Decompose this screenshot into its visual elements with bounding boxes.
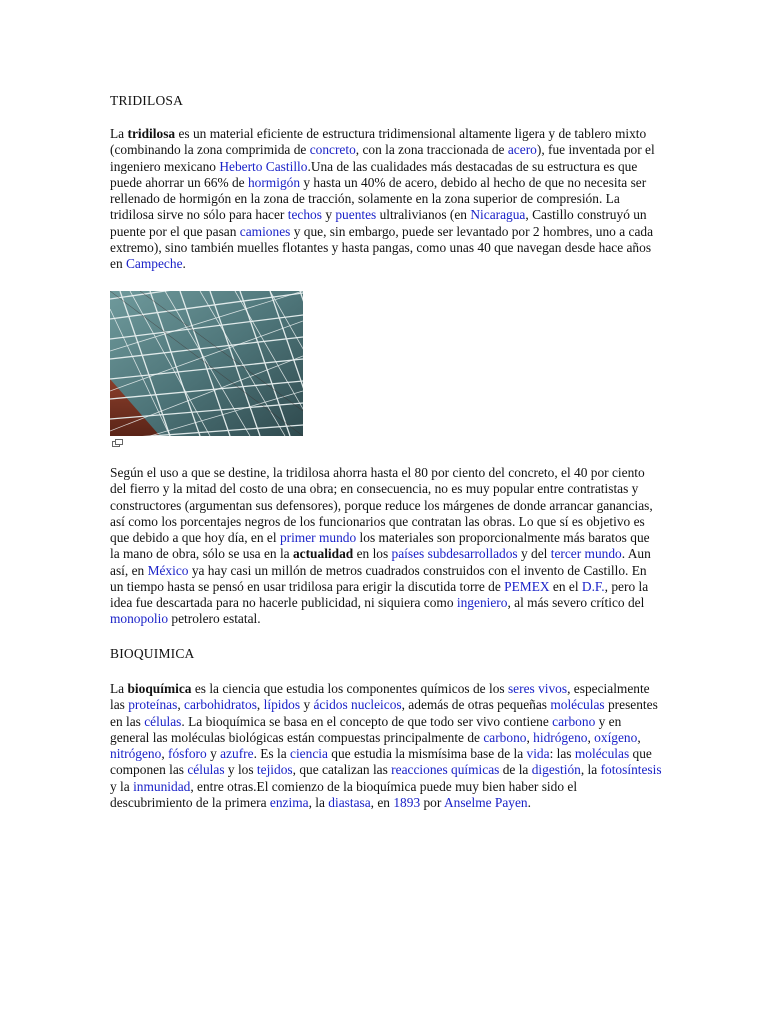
- text-run: y: [300, 697, 314, 713]
- text-run: y del: [517, 546, 551, 562]
- text-run: y: [321, 207, 336, 223]
- hyperlink[interactable]: Anselme Payen: [443, 794, 528, 810]
- hyperlink[interactable]: hormigón: [247, 174, 301, 190]
- section-heading-tridilosa: TRIDILOSA: [110, 93, 184, 108]
- text-run: , la: [308, 794, 329, 810]
- hyperlink[interactable]: 1893: [393, 794, 421, 810]
- text-run: . La bioquímica se basa en el concepto de que todo ser vivo contiene: [181, 713, 553, 729]
- text-run: , entre otras.El comienzo de la bioquímica puede muy bien haber sido el descubrimiento de la primera: [110, 778, 578, 810]
- hyperlink[interactable]: células: [187, 762, 225, 778]
- hyperlink[interactable]: D.F.: [581, 578, 605, 594]
- hyperlink[interactable]: acero: [507, 142, 537, 158]
- text-run: , con la zona traccionada de: [355, 142, 508, 158]
- hyperlink[interactable]: seres vivos: [507, 681, 568, 696]
- paragraph-tridilosa-intro: [110, 126, 662, 272]
- hyperlink[interactable]: tercer mundo: [550, 546, 622, 562]
- text-run: , la: [580, 762, 601, 778]
- hyperlink[interactable]: hidrógeno: [533, 729, 588, 745]
- hyperlink[interactable]: Campeche: [126, 256, 183, 271]
- hyperlink[interactable]: tejidos: [256, 762, 293, 778]
- text-run: .Una de las cualidades más destacadas de su estructura es que puede ahorrar un 66% de: [110, 158, 638, 190]
- hyperlink[interactable]: Heberto Castillo: [219, 158, 308, 174]
- hyperlink[interactable]: PEMEX: [504, 578, 550, 594]
- text-run: .: [527, 794, 531, 810]
- bold-term: tridilosa: [127, 126, 176, 141]
- text-run: y: [206, 746, 221, 761]
- text-run: La: [110, 126, 128, 141]
- tridilosa-photo: [110, 291, 303, 436]
- paragraph-tridilosa-usage: [110, 465, 662, 628]
- hyperlink[interactable]: concreto: [309, 142, 356, 158]
- hyperlink[interactable]: digestión: [531, 762, 581, 778]
- hyperlink[interactable]: carbono: [552, 713, 596, 729]
- text-run: , además de otras pequeñas: [401, 697, 551, 713]
- text-run: petrolero estatal.: [168, 611, 261, 627]
- hyperlink[interactable]: moléculas: [550, 697, 605, 713]
- text-run: , Castillo construyó un puente por el que pasan: [110, 207, 647, 239]
- hyperlink[interactable]: camiones: [239, 223, 291, 239]
- hyperlink[interactable]: células: [144, 713, 182, 729]
- text-run: , especialmente las: [110, 681, 650, 713]
- text-run: y en general las moléculas biológicas están compuestas principalmente de: [110, 713, 622, 745]
- hyperlink[interactable]: ciencia: [290, 746, 328, 761]
- text-run: ya hay casi un millón de metros cuadrados construidos con el invento de Castillo. En un tiempo hasta se pensó en usar tridilosa para erigir la discutida torre de: [110, 562, 647, 594]
- hyperlink[interactable]: fotosíntesis: [600, 762, 662, 778]
- text-run: ,: [526, 729, 534, 745]
- bold-term: bioquímica: [127, 681, 192, 696]
- text-run: . Aun así, en: [110, 546, 651, 578]
- hyperlink[interactable]: techos: [287, 207, 322, 223]
- text-run: es un material eficiente de estructura tridimensional altamente ligera y de tablero mixto (combinando la zona comprimida de: [110, 126, 647, 158]
- hyperlink[interactable]: ingeniero: [456, 595, 508, 610]
- hyperlink[interactable]: países subdesarrollados: [391, 546, 518, 562]
- text-run: La: [110, 681, 128, 696]
- text-run: y hasta un 40% de acero, debido al hecho de que no necesita ser rellenado de hormigón en la zona de tracción, solamente en la zona superior de compresión. La tridilosa sirve no sólo para hacer: [110, 174, 647, 223]
- text-run: de la: [499, 762, 532, 778]
- hyperlink[interactable]: inmunidad: [133, 778, 191, 794]
- text-run: ,: [256, 697, 264, 713]
- hyperlink[interactable]: fósforo: [168, 746, 207, 761]
- hyperlink[interactable]: diastasa: [328, 794, 371, 810]
- text-run: , en: [370, 794, 394, 810]
- text-run: que estudia la mismísima base de la: [327, 746, 527, 761]
- text-run: ,: [637, 729, 641, 745]
- text-run: , pero la idea fue descartada para no hacerle publicidad, ni siquiera como: [110, 578, 649, 610]
- hyperlink[interactable]: Nicaragua: [470, 207, 526, 223]
- hyperlink[interactable]: nitrógeno: [110, 746, 162, 761]
- resize-handle-icon[interactable]: [112, 436, 124, 446]
- text-run: .: [182, 256, 186, 271]
- text-run: y que, sin embargo, puede ser levantado por 2 hombres, uno a cada extremo), sino también muelles flotantes y hasta pangas, como unas 40 que navegan desde hace años en: [110, 223, 654, 271]
- text-run: los materiales son proporcionalmente más baratos que la mano de obra, sólo se usa en la: [110, 530, 650, 562]
- hyperlink[interactable]: monopolio: [110, 611, 169, 627]
- text-run: Según el uso a que se destine, la tridilosa ahorra hasta el 80 por ciento del concreto, el 40 por ciento del fierro y la mitad del costo de una obra; en consecuencia, no es muy popular entre contratistas y constructores (argumentan sus defensores), porque reduce los márgenes de donde arrancar ganancias, así como los porcentajes negros de los funcionarios que contratan las obras. Lo que sí es objetivo es que debido a que hoy día, en el: [110, 465, 653, 545]
- text-run: : las: [549, 746, 575, 761]
- hyperlink[interactable]: primer mundo: [279, 530, 357, 545]
- text-run: . Es la: [253, 746, 291, 761]
- hyperlink[interactable]: carbono: [483, 729, 527, 745]
- bold-term: actualidad: [292, 546, 354, 562]
- hyperlink[interactable]: azufre: [220, 746, 254, 761]
- text-run: y la: [110, 778, 134, 794]
- hyperlink[interactable]: enzima: [269, 794, 309, 810]
- hyperlink[interactable]: puentes: [335, 207, 377, 223]
- text-run: y los: [224, 762, 257, 778]
- hyperlink[interactable]: reacciones químicas: [391, 762, 500, 778]
- text-run: ), fue inventada por el ingeniero mexicano: [110, 142, 655, 174]
- text-run: en el: [549, 578, 582, 594]
- text-run: ,: [587, 729, 595, 745]
- text-run: ultralivianos (en: [376, 207, 471, 223]
- text-run: presentes en las: [110, 697, 658, 729]
- text-run: es la ciencia que estudia los componentes químicos de los: [191, 681, 508, 696]
- text-run: ,: [177, 697, 185, 713]
- hyperlink[interactable]: oxígeno: [594, 729, 638, 745]
- section-heading-bioquimica: BIOQUIMICA: [110, 646, 195, 661]
- hyperlink[interactable]: México: [147, 562, 189, 578]
- paragraph-bioquimica: [110, 681, 662, 811]
- hyperlink[interactable]: lípidos: [263, 697, 301, 713]
- text-run: que componen las: [110, 746, 652, 778]
- text-run: ,: [161, 746, 169, 761]
- hyperlink[interactable]: ácidos nucleicos: [313, 697, 402, 713]
- text-run: en los: [353, 546, 392, 562]
- hyperlink[interactable]: moléculas: [574, 746, 630, 761]
- text-run: por: [420, 794, 444, 810]
- hyperlink[interactable]: carbohidratos: [184, 697, 257, 713]
- hyperlink[interactable]: vida: [526, 746, 550, 761]
- text-run: , al más severo crítico del: [507, 595, 645, 610]
- hyperlink[interactable]: proteínas: [128, 697, 178, 713]
- text-run: , que catalizan las: [292, 762, 392, 778]
